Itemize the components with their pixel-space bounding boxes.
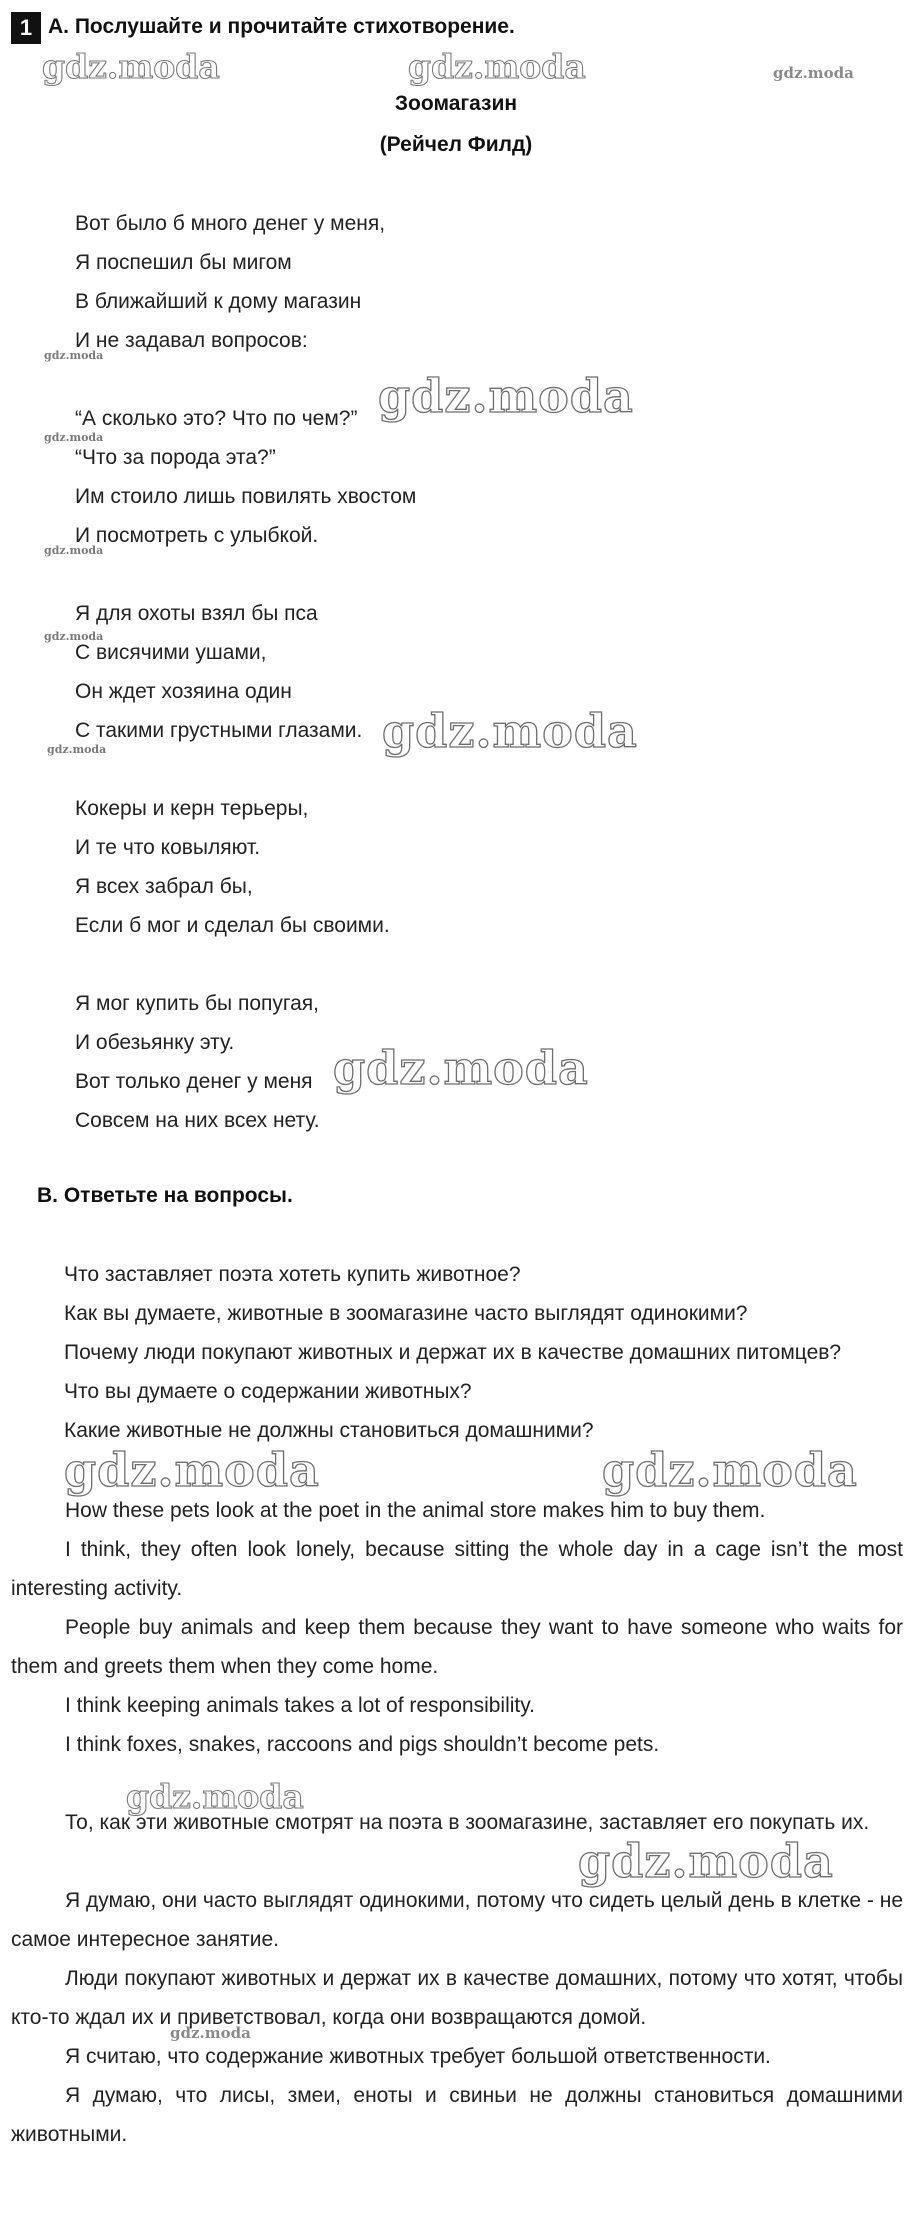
poem-line: С висячими ушами, (75, 641, 267, 664)
watermark: gdz.moda (126, 1777, 304, 1816)
watermark: gdz.moda (602, 1443, 858, 1497)
watermark: gdz.moda (64, 1443, 320, 1497)
poem-author: (Рейчел Филд) (379, 133, 533, 156)
poem-line: Совсем на них всех нету. (75, 1109, 320, 1132)
question-item: Почему люди покупают животных и держат их в качестве домашних питомцев? (64, 1341, 842, 1364)
answer-ru: Люди покупают животных и держат их в качестве домашних, потому что хотят, чтобы кто-то ждал их и приветствовал, когда они возвращаются домой. (11, 1967, 903, 2029)
watermark: gdz.moda (333, 1041, 589, 1095)
answer-en: I think, they often look lonely, because sitting the whole day in a cage isn’t the most interesting activity. (11, 1538, 903, 1600)
poem-line: Я всех забрал бы, (75, 875, 253, 898)
watermark: gdz.moda (44, 349, 104, 362)
answer-en: I think keeping animals takes a lot of responsibility. (65, 1694, 536, 1717)
poem-line: Он ждет хозяина один (75, 680, 292, 703)
question-item: Какие животные не должны становиться домашними? (64, 1419, 594, 1442)
watermark: gdz.moda (170, 2024, 251, 2042)
watermark: gdz.moda (44, 431, 104, 444)
poem-line: В ближайший к дому магазин (75, 290, 362, 313)
watermark: gdz.moda (44, 544, 104, 557)
answer-en: I think foxes, snakes, raccoons and pigs shouldn’t become pets. (65, 1733, 660, 1756)
watermark: gdz.moda (378, 369, 634, 423)
poem-line: И посмотреть с улыбкой. (75, 524, 319, 547)
poem-line: Вот только денег у меня (75, 1070, 313, 1093)
watermark: gdz.moda (773, 64, 854, 82)
answer-ru: Я считаю, что содержание животных требует большой ответственности. (65, 2045, 771, 2068)
answer-en: How these pets look at the poet in the animal store makes him to buy them. (65, 1499, 766, 1522)
task-number-badge: 1 (11, 12, 41, 44)
watermark: gdz.moda (382, 704, 638, 758)
question-item: Что вы думаете о содержании животных? (64, 1380, 472, 1403)
poem-line: Я для охоты взял бы пса (75, 602, 318, 625)
poem-line: Я поспешил бы мигом (75, 251, 292, 274)
answer-ru: То, как эти животные смотрят на поэта в зоомагазине, заставляет его покупать их. (65, 1811, 870, 1834)
answer-ru: Я думаю, они часто выглядят одинокими, потому что сидеть целый день в клетке - не самое интересное занятие. (11, 1889, 903, 1951)
watermark: gdz.moda (47, 743, 107, 756)
poem-title: Зоомагазин (394, 92, 518, 115)
watermark: gdz.moda (42, 47, 220, 86)
poem-line: “Что за порода эта?” (75, 446, 276, 469)
poem-line: Я мог купить бы попугая, (75, 992, 319, 1015)
part-b-heading: B. Ответьте на вопросы. (37, 1184, 293, 1207)
poem-line: И те что ковыляют. (75, 836, 261, 859)
poem-line: Им стоило лишь повилять хвостом (75, 485, 417, 508)
answer-ru: Я думаю, что лисы, змеи, еноты и свиньи не должны становиться домашними животными. (11, 2084, 903, 2146)
poem-line: И не задавал вопросов: (75, 329, 308, 352)
poem-line: Вот было б много денег у меня, (75, 212, 386, 235)
poem-line: И обезьянку эту. (75, 1031, 235, 1054)
watermark: gdz.moda (408, 47, 586, 86)
question-item: Что заставляет поэта хотеть купить животное? (64, 1263, 521, 1286)
question-item: Как вы думаете, животные в зоомагазине часто выглядят одинокими? (64, 1302, 748, 1325)
watermark: gdz.moda (578, 1834, 834, 1888)
poem-line: Если б мог и сделал бы своими. (75, 914, 390, 937)
poem-line: Кокеры и керн терьеры, (75, 797, 309, 820)
answer-en: People buy animals and keep them because they want to have someone who waits for them and greets them when they come home. (11, 1616, 903, 1678)
poem-line: С такими грустными глазами. (75, 719, 363, 742)
part-a-heading: A. Послушайте и прочитайте стихотворение. (48, 15, 515, 38)
poem-line: “А сколько это? Что по чем?” (75, 407, 358, 430)
watermark: gdz.moda (44, 630, 104, 643)
